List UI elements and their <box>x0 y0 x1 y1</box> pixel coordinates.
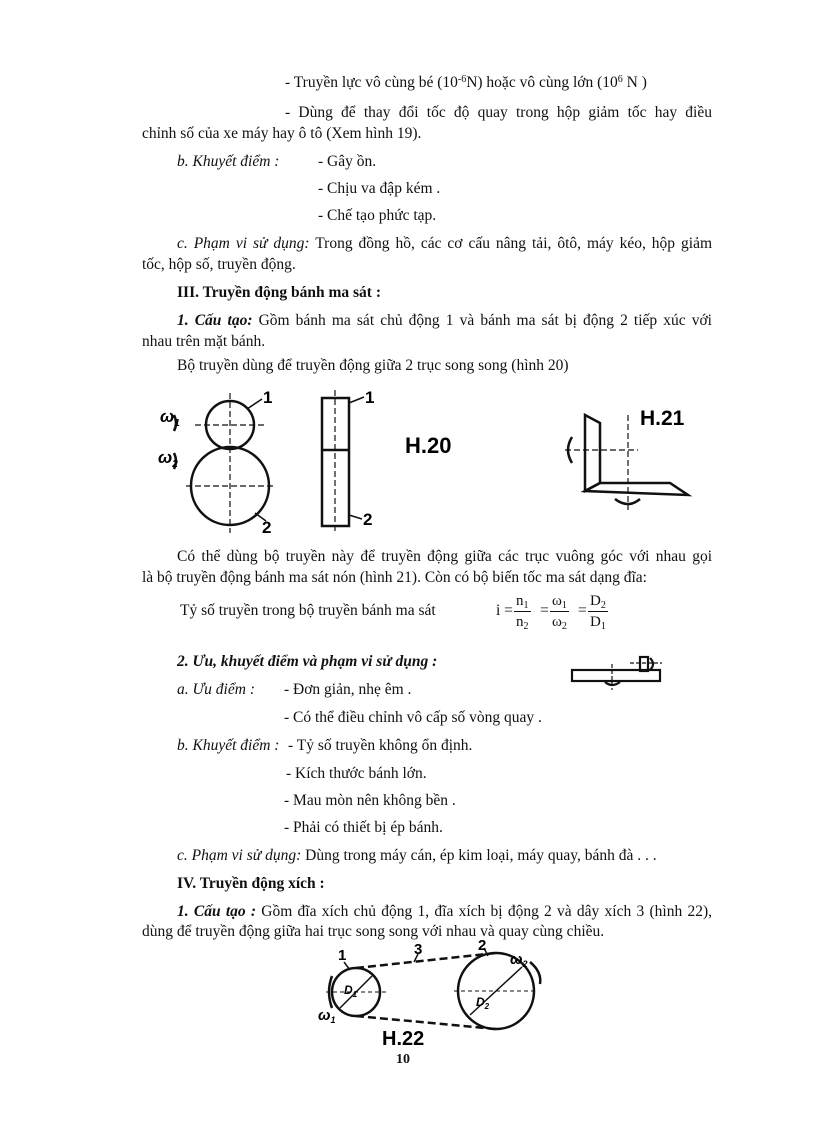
fig20-side-label-1: 1 <box>365 388 375 407</box>
chain-structure-line-2: dùng để truyền động giữa hai trục song song với nhau và quay cùng chiều. <box>142 923 605 940</box>
fig22-label-3: 3 <box>414 941 423 958</box>
formula-n-fraction: $\frac{n_1}{n_2}$ <box>516 593 529 632</box>
figure-22 <box>318 937 548 1050</box>
friction-disadvantage-item-1: - Tỷ số truyền không ổn định. <box>288 737 473 754</box>
fig22-d2: $D_2$ <box>476 995 490 1011</box>
scope-line-1: c. Phạm vi sử dụng: Trong đồng hồ, các cơ cấu nâng tải, ôtô, máy kéo, hộp giảm <box>177 235 713 252</box>
chain-structure-line-1: 1. Cấu tạo : Gồm đĩa xích chủ động 1, đĩa xích bị động 2 và dây xích 3 (hình 22), <box>177 903 712 920</box>
section-4-heading: IV. Truyền động xích : <box>177 875 325 892</box>
formula-omega-fraction: $\frac{\omega_1}{\omega_2}$ <box>552 593 567 632</box>
formula-i: i = <box>496 602 513 619</box>
disadvantage-item-2: - Chịu va đập kém . <box>318 180 441 197</box>
formula-eq-1: = <box>540 602 549 619</box>
fig21-horizontal-cone <box>585 483 688 495</box>
fig20-label-2: 2 <box>262 518 272 537</box>
friction-structure-line-1: 1. Cấu tạo: Gồm bánh ma sát chủ động 1 và bánh ma sát bị động 2 tiếp xúc với <box>177 312 712 329</box>
fig22-omega2: $\omega_2$ <box>510 951 528 969</box>
friction-disadvantage-item-4: - Phải có thiết bị ép bánh. <box>284 819 443 836</box>
fig22-label-2: 2 <box>478 937 487 954</box>
formula-eq-2: = <box>578 602 587 619</box>
fig22-d1: $D_1$ <box>344 983 358 999</box>
figure-20 <box>150 385 470 535</box>
fig20-label-1: 1 <box>263 388 273 407</box>
conical-friction-line-1: Có thể dùng bộ truyền này để truyền động giữa các trục vuông góc với nhau gọi <box>177 548 712 565</box>
fig20-caption: H.20 <box>405 433 452 458</box>
friction-disadvantage-label: b. Khuyết điểm : <box>177 737 280 754</box>
friction-structure-line-2: nhau trên mặt bánh. <box>142 333 266 350</box>
disadvantage-label: b. Khuyết điểm : <box>177 153 280 170</box>
ratio-label: Tỷ số truyền trong bộ truyền bánh ma sát <box>180 602 436 619</box>
page-number: 10 <box>396 1052 410 1067</box>
fig20-omega1: $\omega_1$ <box>160 407 180 429</box>
speed-change-line: - Dùng để thay đổi tốc độ quay trong hộp giảm tốc hay điều <box>285 104 712 121</box>
force-range-line: - Truyền lực vô cùng bé $(10^{-6}N)$ hoặc vô cùng lớn ($10^6$ N ) <box>285 74 647 91</box>
disc-variator-figure <box>570 652 665 690</box>
advantage-item-2: - Có thể điều chỉnh vô cấp số vòng quay . <box>284 709 542 726</box>
fig20-omega2: $\omega_2$ <box>158 448 178 470</box>
fig22-omega1: $\omega_1$ <box>318 1007 336 1025</box>
fig21-caption: H.21 <box>640 407 685 430</box>
fig22-caption: H.22 <box>382 1028 425 1050</box>
friction-scope-line: c. Phạm vi sử dụng: Dùng trong máy cán, ép kim loại, máy quay, bánh đà . . . <box>177 847 657 864</box>
fig21-vertical-cone <box>585 415 600 491</box>
formula-d-fraction: $\frac{D_2}{D_1}$ <box>590 593 606 632</box>
friction-parallel-line: Bộ truyền dùng để truyền động giữa 2 trục song song (hình 20) <box>177 357 569 374</box>
subsection-2-heading: 2. Ưu, khuyết điểm và phạm vi sử dụng : <box>177 653 438 670</box>
friction-disadvantage-item-3: - Mau mòn nên không bền . <box>284 792 456 809</box>
advantage-item-1: - Đơn giản, nhẹ êm . <box>284 681 412 698</box>
fig22-label-1: 1 <box>338 947 347 964</box>
figure-21 <box>560 395 720 515</box>
speed-change-line-cont: chỉnh số của xe máy hay ô tô (Xem hình 19). <box>142 125 422 142</box>
fig20-side-label-2: 2 <box>363 510 373 529</box>
friction-disadvantage-item-2: - Kích thước bánh lớn. <box>286 765 427 782</box>
disadvantage-item-3: - Chế tạo phức tạp. <box>318 207 437 224</box>
scope-line-2: tốc, hộp số, truyền động. <box>142 256 296 273</box>
conical-friction-line-2: là bộ truyền động bánh ma sát nón (hình 21). Còn có bộ biến tốc ma sát dạng đĩa: <box>142 569 647 586</box>
section-3-heading: III. Truyền động bánh ma sát : <box>177 284 381 301</box>
disadvantage-item-1: - Gây ồn. <box>318 153 377 170</box>
advantage-label: a. Ưu điểm : <box>177 681 255 698</box>
